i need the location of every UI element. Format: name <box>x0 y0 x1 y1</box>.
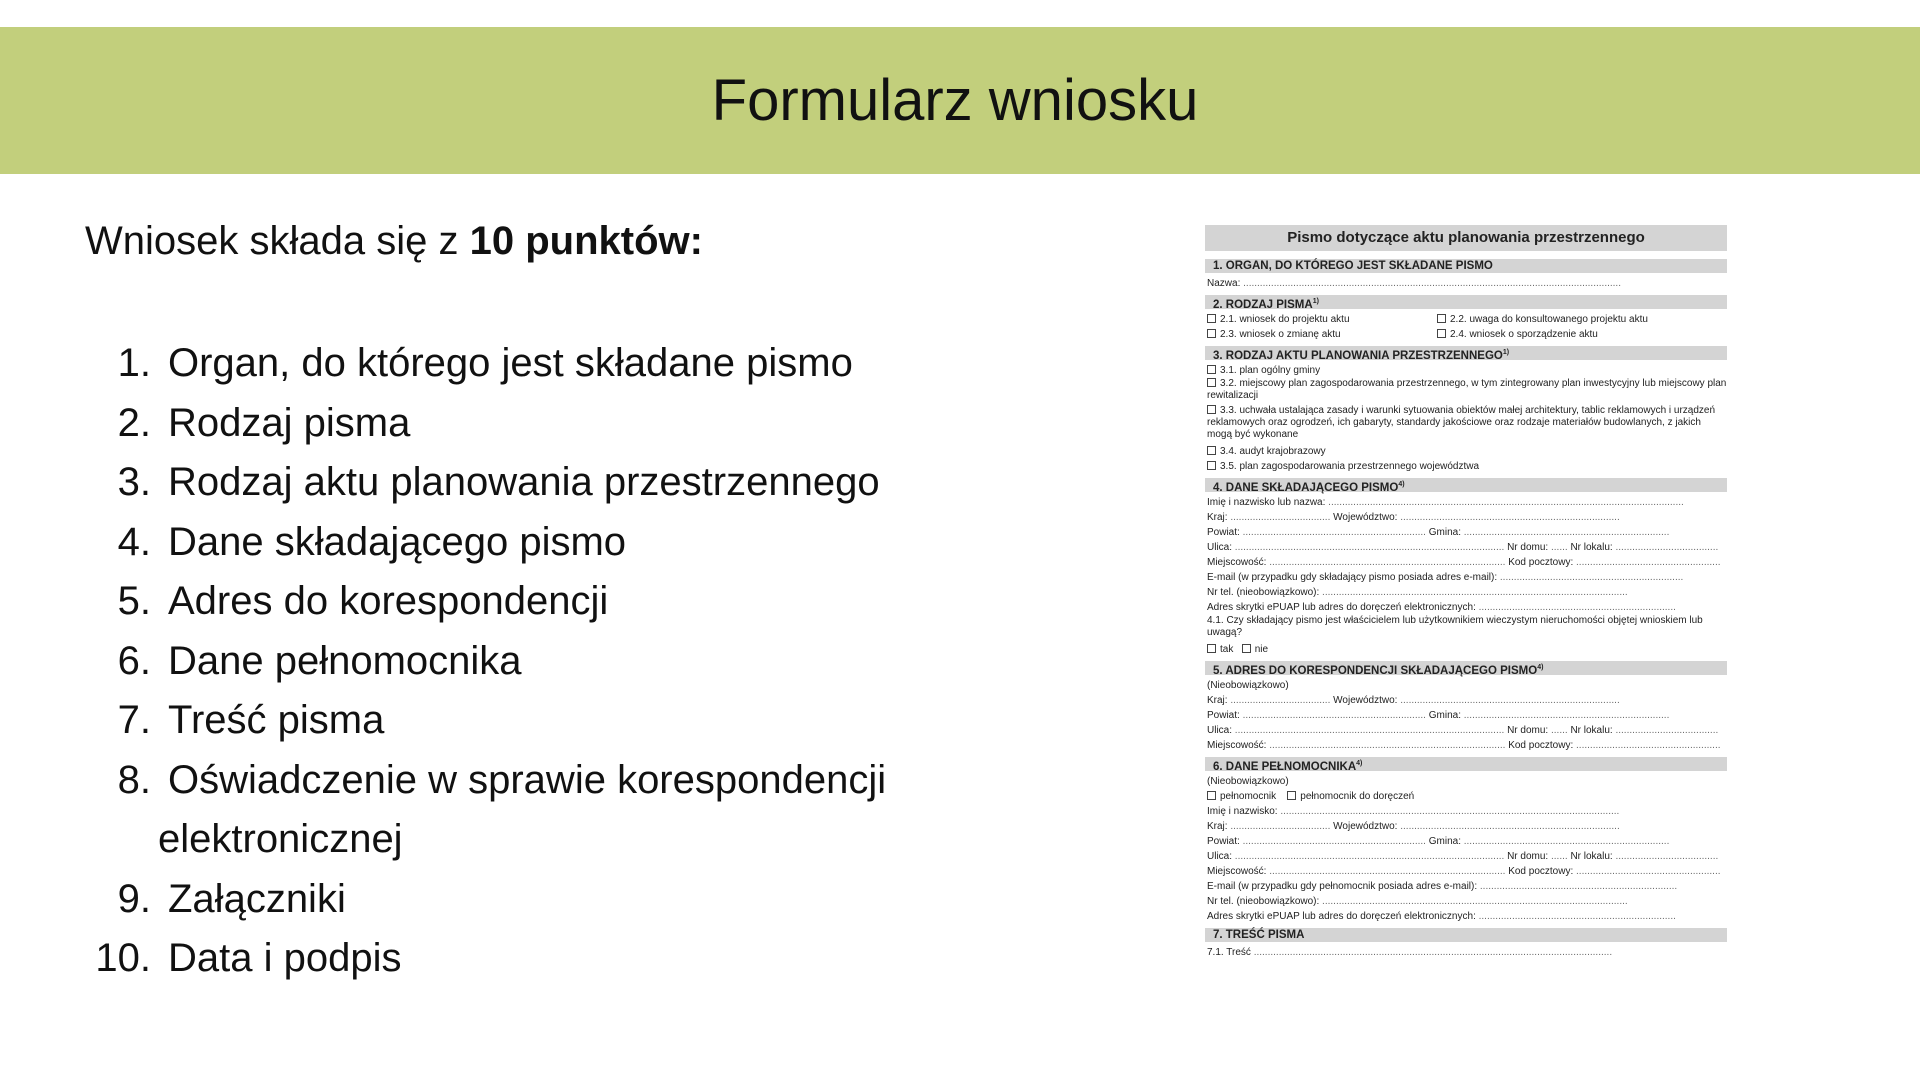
form-row <box>1205 444 1727 459</box>
form-row: (Nieobowiązkowo) <box>1207 776 1289 787</box>
checkbox-icon <box>1207 314 1216 323</box>
fill-line: ..................................................................................... <box>1269 866 1506 877</box>
field-label: Powiat: <box>1207 710 1240 721</box>
list-item <box>85 751 985 870</box>
fill-line: ..................................... <box>1615 725 1719 736</box>
footnote-mark: 4) <box>1356 760 1363 767</box>
item-number: 8. <box>117 757 151 802</box>
checkbox-icon <box>1207 378 1216 387</box>
fill-line: .......................................................................... <box>1463 836 1670 847</box>
form-row <box>1205 585 1727 600</box>
item-number: 3. <box>117 460 151 504</box>
option-label: 2.2. uwaga do konsultowanego projektu aktu <box>1450 314 1648 325</box>
item-label: Dane pełnomocnika <box>168 638 522 683</box>
field-label: E-mail (w przypadku gdy pełnomocnik posiada adres e-mail): <box>1207 881 1478 892</box>
field-label: Adres skrytki ePUAP lub adres do doręczeń elektronicznych <box>1207 911 1474 922</box>
form-row: Adres skrytki ePUAP lub adres do doręczeń elektronicznych: ....................................................................... <box>1207 602 1676 613</box>
item-number: 7. <box>117 698 151 742</box>
field-label: Kod pocztowy: <box>1508 740 1574 751</box>
item-label: Rodzaj pisma <box>168 400 411 445</box>
fill-line: ................................................................................................. <box>1234 725 1505 736</box>
fill-line: .................................................... <box>1576 740 1721 751</box>
fill-line: .................................................................. <box>1499 572 1684 583</box>
option-label: pełnomocnik <box>1220 791 1277 802</box>
field-label: Ulica: <box>1207 725 1233 736</box>
field-label: Nr lokalu: <box>1570 542 1613 553</box>
list-item <box>85 632 985 692</box>
form-row <box>1205 693 1727 708</box>
intro-text <box>85 216 703 266</box>
field-label: E-mail (w przypadku gdy składający pismo posiada adres e-mail): <box>1207 572 1498 583</box>
option-label: 2.1. wniosek do projektu aktu <box>1220 314 1350 325</box>
fill-line: ..................................... <box>1615 851 1719 862</box>
field-label: Nr domu: <box>1507 542 1549 553</box>
form-row <box>1205 642 1727 657</box>
option-label: 2.4. wniosek o sporządzenie aktu <box>1450 329 1598 340</box>
fill-line: ............................................................................... <box>1400 695 1620 706</box>
option-label: 3.1. plan ogólny gminy <box>1220 365 1321 376</box>
form-section-header <box>1205 295 1727 309</box>
form-section-header: 7. TREŚĆ PISMA <box>1205 928 1727 942</box>
form-row: (Nieobowiązkowo) <box>1207 680 1289 691</box>
form-row <box>1205 804 1727 819</box>
form-row <box>1205 570 1727 585</box>
fill-line: .................................... <box>1230 512 1331 523</box>
item-number: 5. <box>117 579 151 623</box>
list-item <box>85 691 985 751</box>
item-number: 2. <box>117 400 151 445</box>
form-row <box>1205 879 1727 894</box>
fill-line: .................................................... <box>1576 866 1721 877</box>
fill-line: ................................................................................................. <box>1234 542 1505 553</box>
field-label: Powiat: <box>1207 527 1240 538</box>
field-label: Nr lokalu: <box>1570 725 1613 736</box>
item-label: Rodzaj aktu planowania przestrzennego <box>168 460 880 504</box>
form-row <box>1205 789 1727 804</box>
fill-line: ............................................................................... <box>1400 821 1620 832</box>
fill-line: .............................................................................................................. <box>1322 896 1628 907</box>
fill-line: .......................................................................... <box>1463 527 1670 538</box>
form-row <box>1205 459 1727 474</box>
footnote-mark: 4) <box>1398 481 1405 488</box>
form-row <box>1205 555 1727 570</box>
fill-line: .................................................................. <box>1242 836 1426 847</box>
page-title: Formularz wniosku <box>711 68 1199 133</box>
field-label: Miejscowość: <box>1207 557 1267 568</box>
field-label: Nr domu: <box>1507 725 1549 736</box>
section-label: 2. RODZAJ PISMA <box>1213 298 1313 311</box>
field-label: Kraj: <box>1207 695 1228 706</box>
fill-line: .............................................................................................................. <box>1322 587 1628 598</box>
field-label: Gmina: <box>1428 836 1461 847</box>
fill-line: ....................................................................... <box>1478 911 1676 922</box>
form-row <box>1205 405 1727 441</box>
fill-line: .......................................................................... <box>1463 710 1670 721</box>
list-item <box>85 572 985 632</box>
fill-line: ........................................................................................................................................ <box>1243 278 1621 289</box>
intro-prefix: Wniosek składa się z <box>85 219 470 263</box>
list-item <box>85 334 985 394</box>
fill-line: .................................................................. <box>1242 710 1426 721</box>
fill-line: ....................................................................... <box>1478 602 1676 613</box>
fill-line: .................................... <box>1230 821 1331 832</box>
fill-line: ................................................................................................................................. <box>1253 947 1613 958</box>
field-label: Kraj: <box>1207 821 1228 832</box>
option-label: tak <box>1220 644 1234 655</box>
item-label: Oświadczenie w sprawie korespondencji <box>168 757 887 802</box>
field-label: Miejscowość: <box>1207 740 1267 751</box>
field-label: Nr tel. (nieobowiązkowo): <box>1207 587 1320 598</box>
checkbox-icon <box>1207 365 1216 374</box>
form-section-header <box>1205 661 1727 675</box>
option-label: 3.2. miejscowy plan zagospodarowania przestrzennego, w tym zintegrowany plan inwestycyjny lub miejscowy plan rewitalizacji <box>1207 378 1727 401</box>
form-thumbnail <box>1205 225 1727 960</box>
field-label: Ulica: <box>1207 542 1233 553</box>
question-label: 4.1. Czy składający pismo jest właścicielem lub użytkownikiem wieczystym nieruchomości objętej wnioskiem lub uwagą? <box>1207 615 1703 638</box>
form-row <box>1205 378 1727 402</box>
form-section-header: 1. ORGAN, DO KTÓREGO JEST SKŁADANE PISMO <box>1205 259 1727 273</box>
fill-line: .................................... <box>1230 695 1331 706</box>
fill-line: ..................................................................................... <box>1269 740 1506 751</box>
section-label: 3. RODZAJ AKTU PLANOWANIA PRZESTRZENNEGO <box>1213 349 1503 362</box>
form-row <box>1205 945 1727 960</box>
form-row <box>1205 525 1727 540</box>
field-label: Województwo: <box>1333 512 1398 523</box>
field-label: Nr tel. (nieobowiązkowo): <box>1207 896 1320 907</box>
checkbox-icon <box>1437 329 1446 338</box>
form-section-header <box>1205 757 1727 771</box>
list-item <box>85 394 985 454</box>
fill-line: .................................................................. <box>1242 527 1426 538</box>
fill-line: ............................................................................... <box>1400 512 1620 523</box>
form-row <box>1205 849 1727 864</box>
intro-bold: 10 punktów: <box>469 219 703 263</box>
fill-line: ..................................................................................... <box>1269 557 1506 568</box>
form-row <box>1205 723 1727 738</box>
field-label: Imię i nazwisko lub nazwa: <box>1207 497 1326 508</box>
form-row <box>1205 894 1727 909</box>
form-row: Adres skrytki ePUAP lub adres do doręczeń elektronicznych: ....................................................................... <box>1207 911 1676 922</box>
list-item <box>85 870 985 930</box>
item-label: Załączniki <box>168 876 346 921</box>
form-row <box>1205 363 1727 378</box>
checkbox-icon <box>1207 644 1216 653</box>
fill-line: ................................................................................................................................ <box>1328 497 1684 508</box>
points-list <box>85 334 985 989</box>
option-label: 2.3. wniosek o zmianę aktu <box>1220 329 1341 340</box>
option-label: 3.5. plan zagospodarowania przestrzennego województwa <box>1220 461 1480 472</box>
list-item <box>85 453 985 513</box>
field-label: Nr lokalu: <box>1570 851 1613 862</box>
section-label: 4. DANE SKŁADAJĄCEGO PISMO <box>1213 481 1399 494</box>
list-item <box>85 513 985 573</box>
field-label: Imię i nazwisko: <box>1207 806 1278 817</box>
fill-line: ...... <box>1550 725 1568 736</box>
checkbox-icon <box>1207 329 1216 338</box>
form-row <box>1205 312 1727 327</box>
fill-line: ...... <box>1550 851 1568 862</box>
field-label: Powiat: <box>1207 836 1240 847</box>
form-row <box>1205 819 1727 834</box>
form-section-header <box>1205 346 1727 360</box>
form-row <box>1205 495 1727 510</box>
item-label: Treść pisma <box>168 698 385 742</box>
field-label: Nazwa: <box>1207 278 1241 289</box>
title-banner <box>0 27 1920 174</box>
form-row <box>1205 708 1727 723</box>
field-label: Kod pocztowy: <box>1508 557 1574 568</box>
checkbox-icon <box>1437 314 1446 323</box>
fill-line: .................................................... <box>1576 557 1721 568</box>
option-label: nie <box>1254 644 1269 655</box>
field-label: Miejscowość: <box>1207 866 1267 877</box>
field-label: Kod pocztowy: <box>1508 866 1574 877</box>
form-section-header <box>1205 478 1727 492</box>
option-label: 3.3. uchwała ustalająca zasady i warunki sytuowania obiektów małej architektury, tablic reklamowych i urządzeń reklamowych oraz ogrodzeń, ich gabaryty, standardy jakościowe oraz rodzaje materiałów budowlanych, z jakich mogą być wykonane <box>1207 405 1716 440</box>
checkbox-icon <box>1287 791 1296 800</box>
footnote-mark: 4) <box>1537 664 1544 671</box>
checkbox-icon <box>1207 405 1216 414</box>
checkbox-icon <box>1207 461 1216 470</box>
item-number: 6. <box>117 638 151 683</box>
item-number: 10. <box>95 936 151 980</box>
item-label: Dane składającego pismo <box>168 519 627 564</box>
form-row <box>1205 615 1727 639</box>
item-label: Data i podpis <box>168 936 402 980</box>
field-label: Nr domu: <box>1507 851 1549 862</box>
field-label: Ulica: <box>1207 851 1233 862</box>
fill-line: ..................................... <box>1615 542 1719 553</box>
section-label: 5. ADRES DO KORESPONDENCJI SKŁADAJĄCEGO PISMO <box>1213 664 1538 677</box>
field-label: Kraj: <box>1207 512 1228 523</box>
form-row <box>1205 327 1727 342</box>
section-label: 6. DANE PEŁNOMOCNIKA <box>1213 760 1357 773</box>
checkbox-icon <box>1207 791 1216 800</box>
footnote-mark: 1) <box>1312 298 1319 305</box>
item-number: 4. <box>117 519 151 564</box>
form-row <box>1205 276 1727 291</box>
list-item <box>85 929 985 989</box>
form-row <box>1205 540 1727 555</box>
footnote-mark: 1) <box>1502 349 1510 356</box>
checkbox-icon <box>1242 644 1251 653</box>
field-label: Województwo: <box>1333 695 1398 706</box>
item-label-wrap <box>151 751 978 870</box>
item-label: Adres do korespondencji <box>168 579 609 623</box>
fill-line: ....................................................................... <box>1479 881 1678 892</box>
form-row <box>1205 738 1727 753</box>
item-label: Organ, do którego jest składane pismo <box>168 341 853 385</box>
form-title: Pismo dotyczące aktu planowania przestrzennego <box>1205 225 1727 251</box>
item-label-continuation: elektronicznej <box>158 817 403 861</box>
item-number: 1. <box>117 341 151 385</box>
option-label: pełnomocnik do doręczeń <box>1300 791 1415 802</box>
option-label: 3.4. audyt krajobrazowy <box>1220 446 1326 457</box>
field-label: Gmina: <box>1428 710 1461 721</box>
fill-line: ...... <box>1550 542 1568 553</box>
field-label: Gmina: <box>1428 527 1461 538</box>
fill-line: ................................................................................................. <box>1234 851 1505 862</box>
fill-line: .......................................................................................................................... <box>1280 806 1620 817</box>
form-row <box>1205 864 1727 879</box>
form-row <box>1205 834 1727 849</box>
item-number: 9. <box>117 876 151 921</box>
form-row <box>1205 510 1727 525</box>
field-label: Adres skrytki ePUAP lub adres do doręczeń elektronicznych <box>1207 602 1474 613</box>
checkbox-icon <box>1207 446 1216 455</box>
field-label: Województwo: <box>1333 821 1398 832</box>
field-label: 7.1. Treść <box>1207 947 1251 958</box>
